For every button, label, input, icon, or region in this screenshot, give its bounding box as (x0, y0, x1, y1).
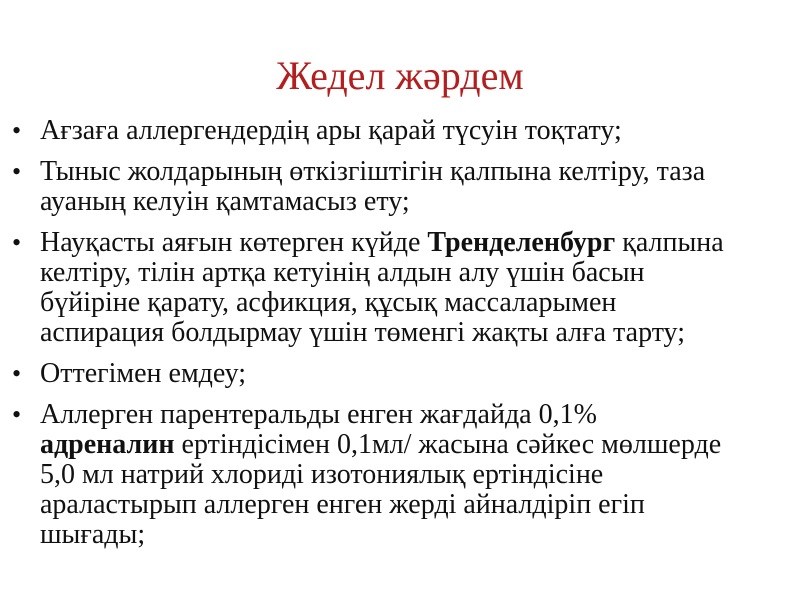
bullet-text-bold: адреналин (40, 429, 175, 460)
bullet-item (0, 157, 736, 217)
bullet-item (0, 228, 736, 348)
bullet-text-part: Ағзаға аллергендердің ары қарай түсуін тоқтату; (40, 115, 622, 146)
bullet-item (0, 116, 736, 146)
bullet-icon: • (12, 400, 22, 429)
slide-title: Жедел жәрдем (276, 53, 524, 98)
bullet-icon: • (12, 116, 22, 145)
bullet-text (40, 227, 724, 348)
bullet-item (0, 359, 736, 389)
bullet-text-part: Тыныс жолдарының өткізгіштігін қалпына келтіру, таза ауаның келуін қамтамасыз ету; (40, 156, 706, 217)
bullet-icon: • (12, 228, 22, 257)
bullet-text (40, 115, 622, 146)
bullet-text-part: Оттегімен емдеу; (40, 358, 247, 389)
bullet-list (0, 116, 800, 561)
bullet-icon: • (12, 359, 22, 388)
bullet-text-part: ертіндісімен 0,1мл/ жасына сәйкес мөлшерде 5,0 мл натрий хлориді изотониялық ертіндісіне араластырып аллерген енген жерді айналдіріп егіп шығады; (40, 429, 722, 550)
bullet-text-part: қалпына келтіру, тілін артқа кетуінің алдын алу үшін басын бүйіріне қарату, асфикция, құсық массаларымен аспирация болдырмау үшін төменгі жақты алға тарту; (40, 227, 724, 348)
bullet-text-part: Аллерген парентеральды енген жағдайда 0,1% (40, 399, 597, 430)
bullet-text (40, 399, 721, 550)
bullet-text (40, 156, 705, 217)
bullet-item (0, 400, 736, 550)
bullet-text (40, 358, 246, 389)
bullet-icon: • (12, 157, 22, 186)
bullet-text-part: Науқасты аяғын көтерген күйде (40, 227, 428, 258)
bullet-text-bold: Тренделенбург (427, 227, 616, 258)
